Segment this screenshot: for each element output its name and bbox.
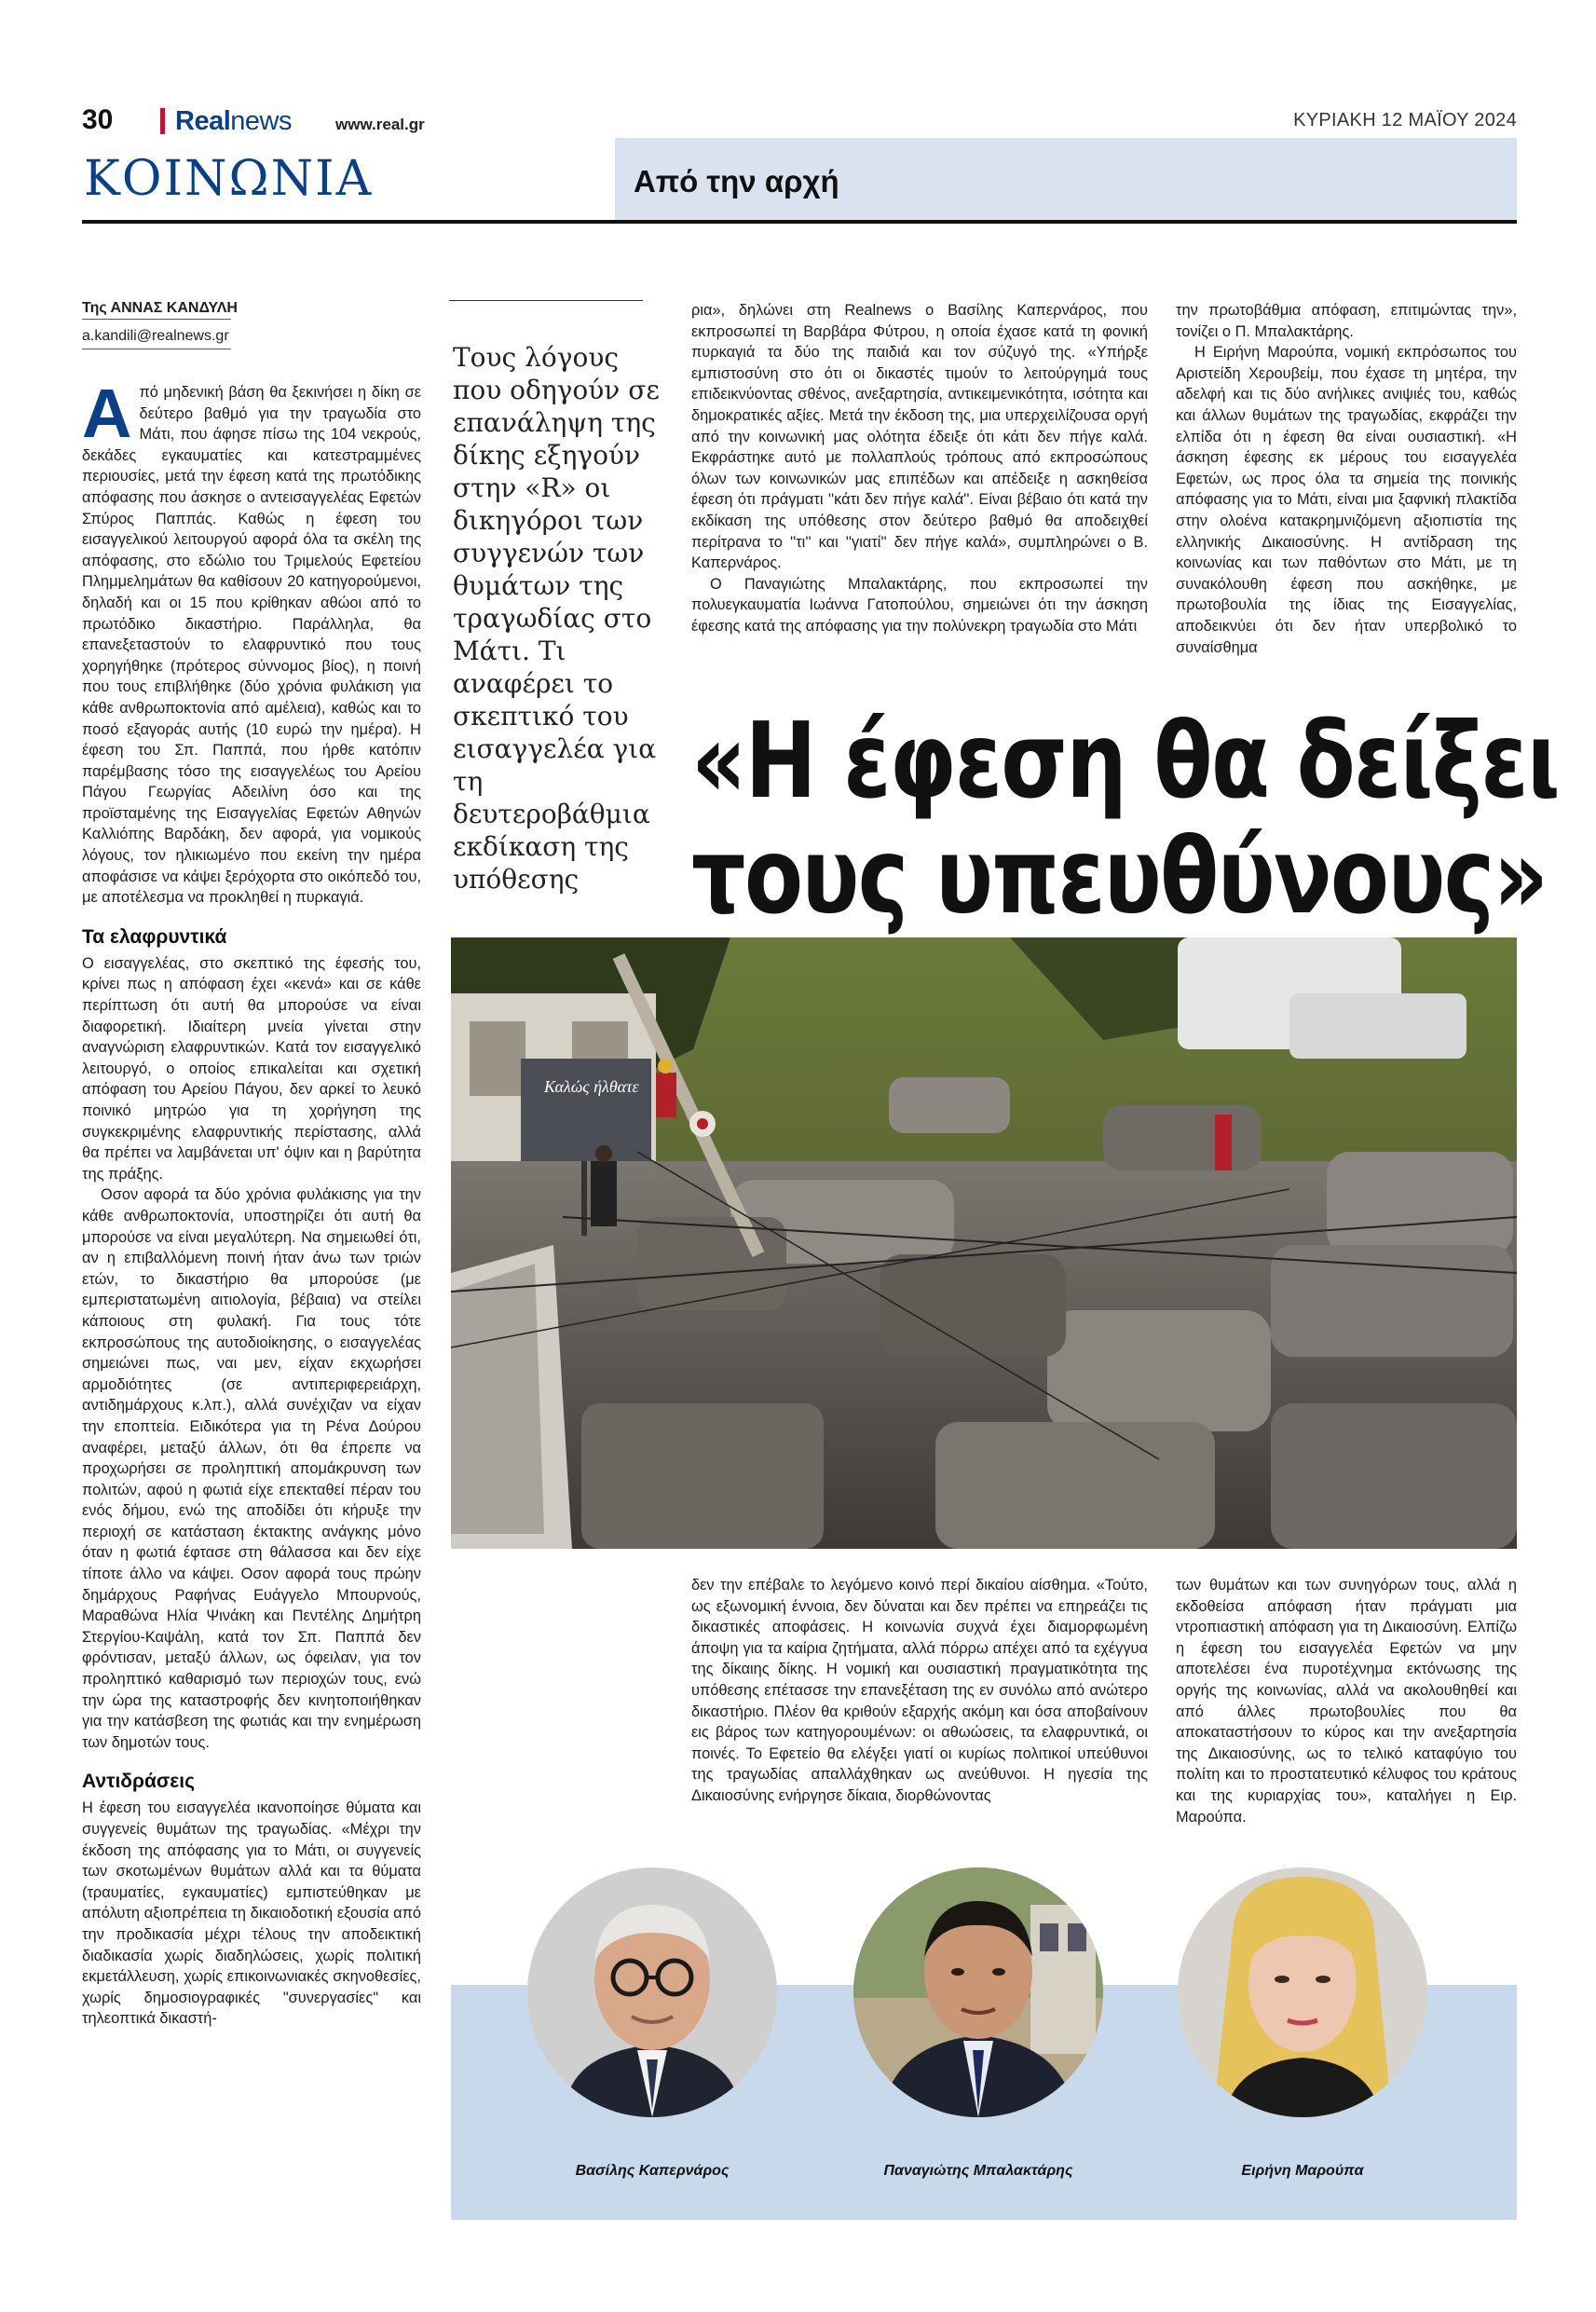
caption-maroupa: Ειρήνη Μαρούπα bbox=[1241, 2163, 1364, 2179]
caption-balaktaris: Παναγιώτης Μπαλακτάρης bbox=[883, 2163, 1073, 2179]
byline-rule bbox=[82, 319, 231, 320]
subhead-mitigating: Τα ελαφρυντικά bbox=[82, 925, 227, 948]
caption-kapernaros: Βασίλης Καπερνάρος bbox=[575, 2163, 730, 2179]
paragraph: Η έφεση του εισαγγελέα ικανοποίησε θύματα και συγγενείς θυμάτων της τραγωδίας. «Μέχρι την έκδοση της απόφασης για το Μάτι, οι συγγενείς των σκοτωμένων θυμάτων αλλά και τα θύματα (τραυματίες, εγκαυματίες) εμπιστεύθηκαν με απόλυτη αξιοπρέπεια τη δικαιοδοτική εξουσία από την προδικασία μέχρι τέλους την αποδεικτική διαδικασία χωρίς διαδηλώσεις, χωρίς πολιτική εκμετάλλευση, χωρίς επικοινωνιακές σκηνοθεσίες, χωρίς δημοσιογραφικές "συνεργασίες" και τηλεοπτικά δικαστή- bbox=[82, 1799, 421, 2028]
portrait-kapernaros bbox=[527, 1867, 777, 2117]
header-rule bbox=[82, 220, 1517, 224]
issue-date: ΚΥΡΙΑΚΗ 12 ΜΑΪΟΥ 2024 bbox=[1293, 110, 1517, 130]
headline-line-1: «Η έφεση θα δείξει bbox=[691, 701, 1559, 822]
paragraph: δεν την επέβαλε το λεγόμενο κοινό περί δικαίου αίσθημα. «Τούτο, ως εξωνομική έννοια, δεν δύναται και δεν πρέπει να επηρεάζει τις δικαστικές αποφάσεις. Η κοινωνία συχνά έχει διαμορφωμένη άποψη για τα καίρια ζητήματα, αλλά πόρρω απέχει από τα εχέγγυα της δίκαιης δίκης. Η νομική και ουσιαστική πραγματικότητα της υπόθεσης επέτασσε την επανεξέταση της εν συνόλω από ανώτερο δικαστήριο. Πλέον θα κριθούν εξαρχής ακόμη και όσα αποβαίνουν εις βάρος των κατηγορουμένων: οι αθωώσεις, τα ελαφρυντικά, οι ποινές. Το Εφετείο θα ελέγξει γιατί οι κυρίως πολιτικοί υπεύθυνοι της τραγωδίας απαλλάχθηκαν ως ανεύθυνοι. Η ηγεσία της Δικαιοσύνης ενήργησε δίκαια, διορθώνοντας bbox=[691, 1577, 1148, 1804]
section-name: ΚΟΙΝΩΝΙΑ bbox=[84, 151, 374, 207]
paragraph: των θυμάτων και των συνηγόρων τους, αλλά η εκδοθείσα απόφαση ήταν πράγματι μια ντροπιαστική απόφαση για τη Δικαιοσύνη. Ελπίζω η έφεση του εισαγγελέα Εφετών να μην αποτελέσει ένα πυροτέχνημα εκτόνωσης της οργής της κοινωνίας, αλλά να ακολουθηθεί και από άλλες πρωτοβουλίες που θα αποκαταστήσουν το κύρος και την ανεξαρτησία της Δικαιοσύνης, ως το τελικό καταφύγιο του πολίτη και το προστατευτικό κέλυφος του κράτους και της κυριαρχίας του», καταλήγει η Ειρ. Μαρούπα. bbox=[1176, 1577, 1517, 1826]
portrait-maroupa bbox=[1178, 1867, 1427, 2117]
masthead bbox=[82, 104, 1517, 136]
intro-text: πό μηδενική βάση θα ξεκινήσει η δίκη σε δεύτερο βαθμό για την τραγωδία στο Μάτι, που άφησε πίσω της 104 νεκρούς, δεκάδες εγκαυματίες και κατεστραμμένες περιουσίες, μετά την έφεση κατά της πρωτόδικης απόφασης που άσκησε ο αντεισαγγελέας Εφετών Σπύρος Παππάς. Καθώς η έφεση του εισαγγελικού λειτουργού αφορά όλα τα σκέλη της απόφασης, στο εδώλιο του Τριμελούς Εφετείου Πλημμελημάτων θα καθίσουν 20 κατηγορούμενοι, δηλαδή και οι 15 που κρίθηκαν αθώοι από το πρωτόδικο δικαστήριο. Παράλληλα, θα επανεξεταστούν το ελαφρυντικό που τους χορηγήθηκε (πρότερος σύννομος βίος), η ποινή που τους επιβλήθηκε (δύο χρόνια φυλάκιση για κάθε ανθρωποκτονία από αμέλεια), καθώς και το ποσό εξαγοράς αυτής (10 ευρώ την ημέρα). Η έφεση του Σπ. Παππά, που ήρθε κατόπιν παρέμβασης τόσο της εισαγγελέως του Αρείου Πάγου Γεωργίας Αδειλίνη όσο και της προϊσταμένης της Εισαγγελίας Εφετών Αθηνών Καλλιόπης Βαρδάκη, δεν αφορά, για νομικούς λόγους, τον ηλικιωμένο που εκείνη την ημέρα αποφάσισε να κάψει ξερόχορτα στο οικόπεδό του, με αποτέλεσμα να προκληθεί η πυρκαγιά. bbox=[82, 384, 421, 907]
page-number: 30 bbox=[82, 104, 114, 135]
paragraph: την πρωτοβάθμια απόφαση, επιτιμώντας την», τονίζει ο Π. Μπαλακτάρης. bbox=[1176, 302, 1517, 340]
paragraph: Ο Παναγιώτης Μπαλακτάρης, που εκπροσωπεί την πολυεγκαυματία Ιωάννα Γατοπούλου, σημειώνει ότι την άσκηση έφεσης κατά της απόφασης για την πολύνεκρη τραγωδία στο Μάτι bbox=[691, 575, 1148, 635]
photo-illustration bbox=[451, 937, 1517, 1549]
paragraph: Η Ειρήνη Μαρούπα, νομική εκπρόσωπος του Αριστείδη Χερουβείμ, που έχασε τη μητέρα, την αδελφή και τις δύο ανήλικες ανιψιές του, καθώς και άλλων θυμάτων της τραγωδίας, εκφράζει την ελπίδα ότι η έφεση θα είναι ουσιαστική. «Η άσκηση έφεσης εκ μέρους του εισαγγελέα Εφετών, ως προς όλα τα σημεία της ποινικής απόφασης για το Μάτι, είναι μια ξαφνική πλακτίδα στην ολοένα κατακρημνιζόμενη αξιοπιστία της ελληνικής Δικαιοσύνης. Η αντίδραση της κοινωνίας και των παθόντων στο Μάτι, με τη συνακόλουθη έφεση που ασκήθηκε, με πρωτοβουλία της ίδιας της Εισαγγελίας, αποδεικνύει ότι δεν ήταν υπερβολικό το συναίσθημα bbox=[1176, 344, 1517, 656]
author-byline: Της ΑΝΝΑΣ ΚΑΝΔΥΛΗ bbox=[82, 300, 238, 316]
paragraph: ρια», δηλώνει στη Realnews ο Βασίλης Καπερνάρος, που εκπροσωπεί τη Βαρβάρα Φύτρου, η οποία έχασε κατά τη φονική πυρκαγιά τα δύο της παιδιά και τον σύζυγό της. «Υπήρξε εμπιστοσύνη στο ότι οι δικαστές τιμούν το λειτούργημά τους επιδεικνύοντας σθένος, ανεξαρτησία, αντικειμενικότητα, ισότητα και δημοκρατικές αξίες. Μετά την έκδοση της, μια υπερχειλίζουσα οργή από την κοινωνική μας ολότητα έδειξε ότι κάτι δεν πήγε καλά. Εκφράστηκε αυτό με πολλαπλούς τρόπους από εκπροσώπους όλων των κοινωνικών μας επιπέδων και απέδειξε η ασκηθείσα έφεση ότι πράγματι ''κάτι δεν πήγε καλά''. Είναι βέβαιο ότι κατά την εκδίκαση της υπόθεσης στον δεύτερο βαθμό θα αποδειχθεί περίτρανα το ''τι'' και ''γιατί'' δεν πήγε καλά», συμπληρώνει ο Β. Καπερνάρος. bbox=[691, 302, 1148, 572]
masthead-divider bbox=[160, 108, 165, 134]
article-column-3-top bbox=[1176, 300, 1517, 673]
section-title: Από την αρχή bbox=[634, 164, 839, 198]
website-url[interactable]: www.real.gr bbox=[335, 116, 425, 133]
headline bbox=[691, 701, 1559, 937]
portrait-image bbox=[853, 1867, 1103, 2117]
portrait-balaktaris bbox=[853, 1867, 1103, 2117]
subhead-reactions: Αντιδράσεις bbox=[82, 1771, 195, 1793]
portrait-image bbox=[527, 1867, 777, 2117]
article-column-3-bottom bbox=[1176, 1575, 1517, 1845]
pullquote-rule bbox=[449, 300, 643, 301]
brand-logo bbox=[175, 106, 292, 137]
author-email[interactable]: a.kandili@realnews.gr bbox=[82, 328, 229, 344]
drop-cap: Α bbox=[82, 382, 132, 452]
paragraph: Οσον αφορά τα δύο χρόνια φυλάκισης για την κάθε ανθρωποκτονία, υποστηρίζει ότι αυτή θα μπορούσε να είναι μεγαλύτερη. Να σημειωθεί ότι, αν η επιβαλλόμενη ποινή ήταν άνω των τριών ετών, το δικαστήριο θα μπορούσε (με εμπεριστατωμένη αιτιολογία, βέβαια) να στείλει κάποιους στη φυλακή. Για τους τότε εκπροσώπους της αυτοδιοίκησης, ο εισαγγελέας σημειώνει πως, ναι μεν, είχαν εκχωρήσει αρμοδιότητες (σε αντιπεριφερειάρχη, αντιδημάρχους κ.λπ.), αλλά συνέχιζαν να είχαν την εποπτεία. Ειδικότερα για τη Ρένα Δούρου αναφέρει, μεταξύ άλλων, ότι θα έπρεπε να προχωρήσει σε προληπτική απομάκρυνση των πολιτών, αφού η φωτιά είχε επεκταθεί πέραν του ενός δήμου, ενώ της αποδίδει ότι κήρυξε την περιοχή σε κατάσταση έκτακτης ανάγκης μόνο όταν η φωτιά έφτασε στη θάλασσα και δεν είχε τίποτε άλλο να κάψει. Οσον αφορά τους πρώην δημάρχους Ραφήνας Ευάγγελο Μπουρνούς, Μαραθώνα Ηλία Ψινάκη και Πεντέλης Δημήτρη Στεργίου-Καψάλη, κατά τον Σπ. Παππά δεν φρόντισαν, μεταξύ άλλων, ως όφειλαν, για τον προληπτικό καθαρισμό των περιοχών τους, ενώ την ώρα της καταστροφής δεν κινητοποιήθηκαν για την κατάσβεση της φωτιάς και την ενημέρωση των δημοτών τους. bbox=[82, 1186, 421, 1751]
portrait-image bbox=[1178, 1867, 1427, 2117]
photo-sign-text: Καλώς ήλθατε bbox=[544, 1077, 639, 1096]
paragraph: Ο εισαγγελέας, στο σκεπτικό της έφεσής του, κρίνει πως η απόφαση έχει «κενά» και σε κάθε περίπτωση ότι αυτή θα μπορούσε να είναι διαφορετική. Ιδιαίτερη μνεία γίνεται στην αναγνώριση ελαφρυντικών. Κατά τον εισαγγελικό λειτουργό, ο οποίος επικαλείται και σχετική απόφαση του Αρείου Πάγου, δεν αρκεί το λευκό ποινικό μητρώο για τη χορήγηση της συγκεκριμένης ελαφρυντικής περίστασης, αλλά θα πρέπει να λαμβάνεται υπ' όψιν και η βαρύτητα της πράξης. bbox=[82, 954, 421, 1183]
article-column-1 bbox=[82, 382, 421, 2209]
article-column-2-bottom bbox=[691, 1575, 1148, 1845]
brand-rest: news bbox=[230, 106, 292, 136]
burned-cars-photo bbox=[451, 937, 1517, 1549]
brand-bold: Real bbox=[175, 106, 231, 136]
intro-paragraph bbox=[82, 382, 421, 909]
headline-line-2: τους υπευθύνους» bbox=[691, 816, 1548, 937]
article-column-2-top bbox=[691, 300, 1148, 673]
pullquote: Τους λόγους που οδηγούν σε επανάληψη της δίκης εξηγούν στην «R» οι δικηγόροι των συγγενών των θυμάτων της τραγωδίας στο Μάτι. Τι αναφέρει το σκεπτικό του εισαγγελέα για τη δευτεροβάθμια εκδίκαση της υπόθεσης bbox=[453, 342, 660, 895]
